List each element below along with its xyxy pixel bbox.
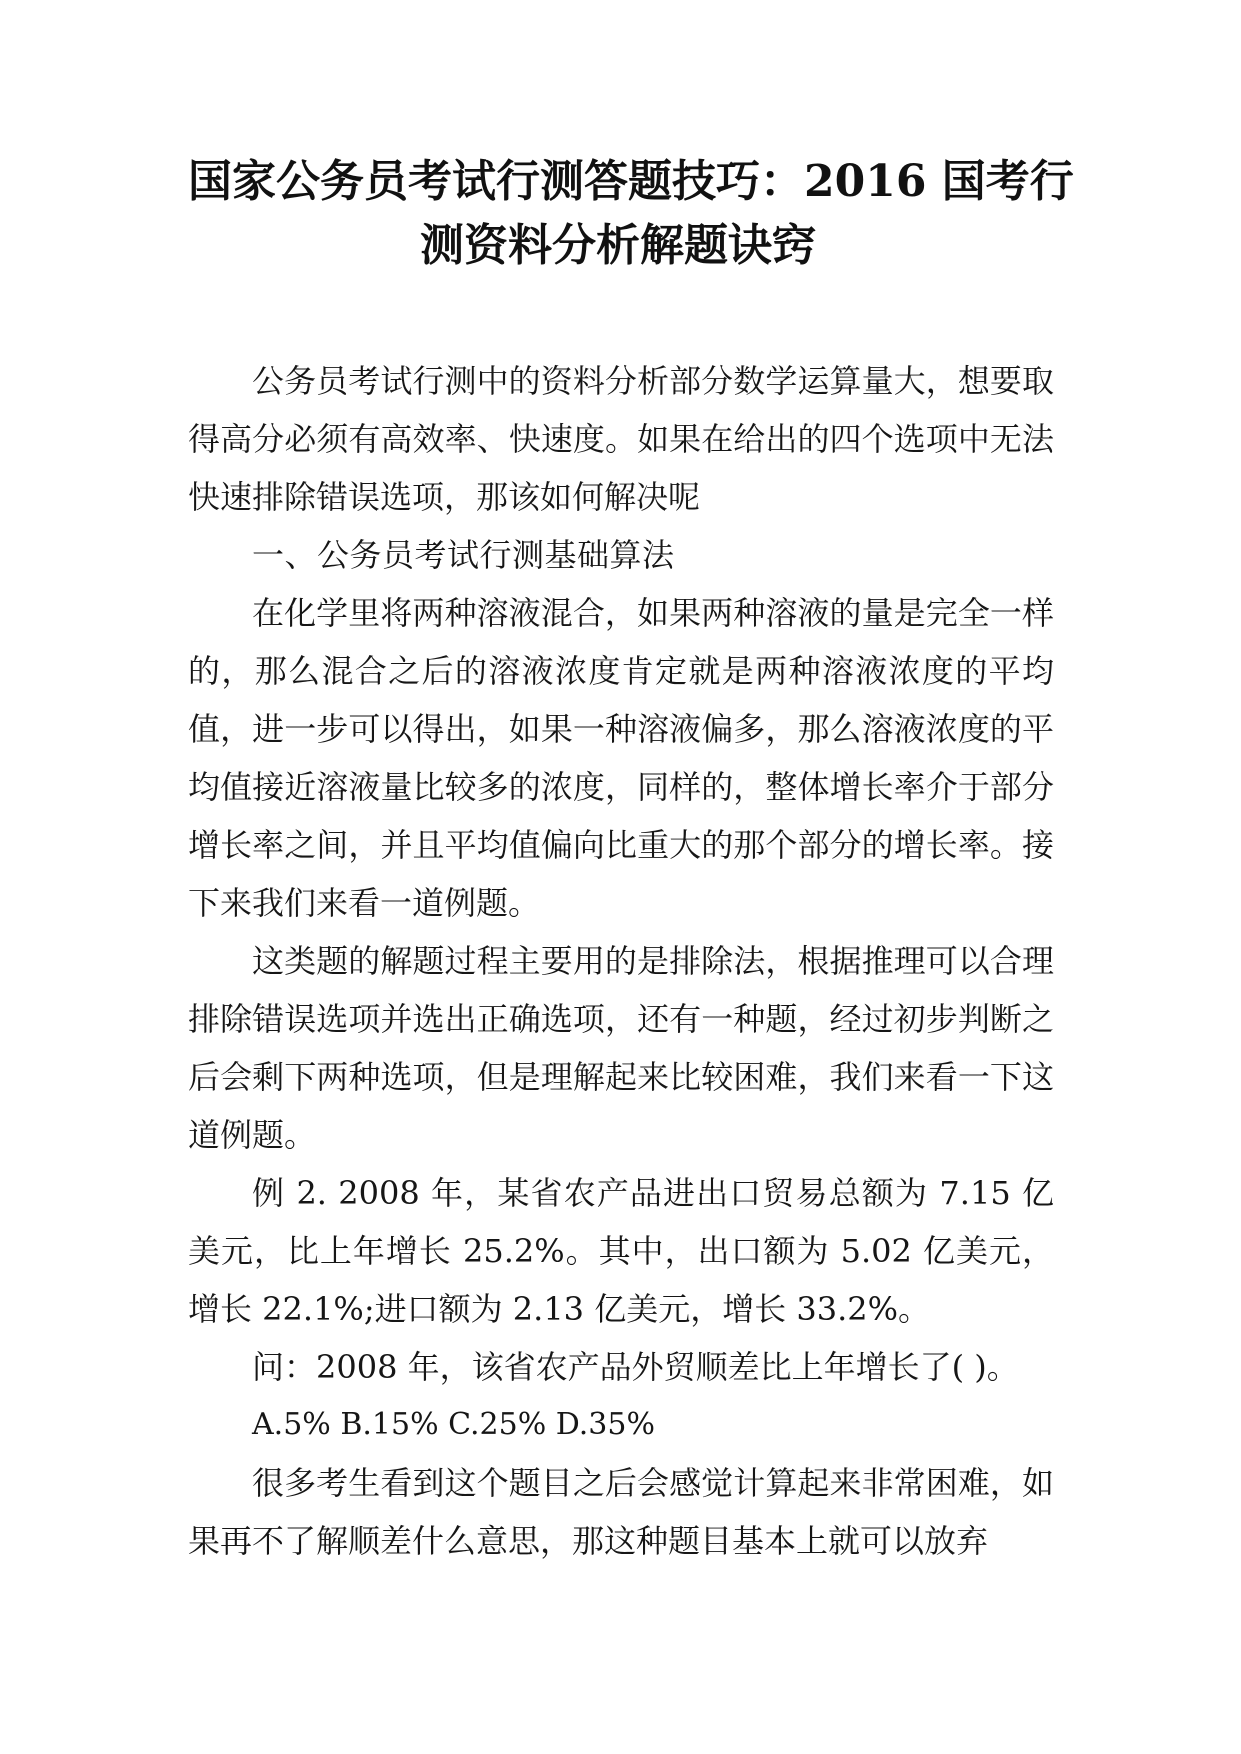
paragraph-elimination: 这类题的解题过程主要用的是排除法，根据推理可以合理排除错误选项并选出正确选项，还有一种题，经过初步判断之后会剩下两种选项，但是理解起来比较困难，我们来看一下这道例题。: [188, 942, 1054, 1154]
title-line-1: 国家公务员考试行测答题技巧：2016 国考行: [188, 156, 1074, 207]
paragraph-example: 例 2. 2008 年，某省农产品进出口贸易总额为 7.15 亿美元，比上年增长 25.2%。其中，出口额为 5.02 亿美元，增长 22.1%;进口额为 2.13 亿美元，增长 33.2%。: [188, 1174, 1054, 1328]
paragraph-conclusion: 很多考生看到这个题目之后会感觉计算起来非常困难，如果再不了解顺差什么意思，那这种题目基本上就可以放弃: [188, 1464, 1054, 1560]
title-line-2: 测资料分析解题诀窍: [420, 220, 816, 271]
paragraph-chemistry: 在化学里将两种溶液混合，如果两种溶液的量是完全一样的，那么混合之后的溶液浓度肯定就是两种溶液浓度的平均值，进一步可以得出，如果一种溶液偏多，那么溶液浓度的平均值接近溶液量比较多的浓度，同样的，整体增长率介于部分增长率之间，并且平均值偏向比重大的那个部分的增长率。接下来我们来看一道例题。: [188, 594, 1054, 922]
document-title: [188, 150, 1074, 278]
section-heading: 一、公务员考试行测基础算法: [252, 536, 675, 574]
paragraph-question: 问：2008 年，该省农产品外贸顺差比上年增长了( )。: [252, 1348, 1019, 1386]
paragraph-intro: 公务员考试行测中的资料分析部分数学运算量大，想要取得高分必须有高效率、快速度。如果在给出的四个选项中无法快速排除错误选项，那该如何解决呢: [188, 362, 1054, 516]
document-body: [188, 352, 1054, 1570]
paragraph-options: A.5% B.15% C.25% D.35%: [252, 1407, 655, 1442]
